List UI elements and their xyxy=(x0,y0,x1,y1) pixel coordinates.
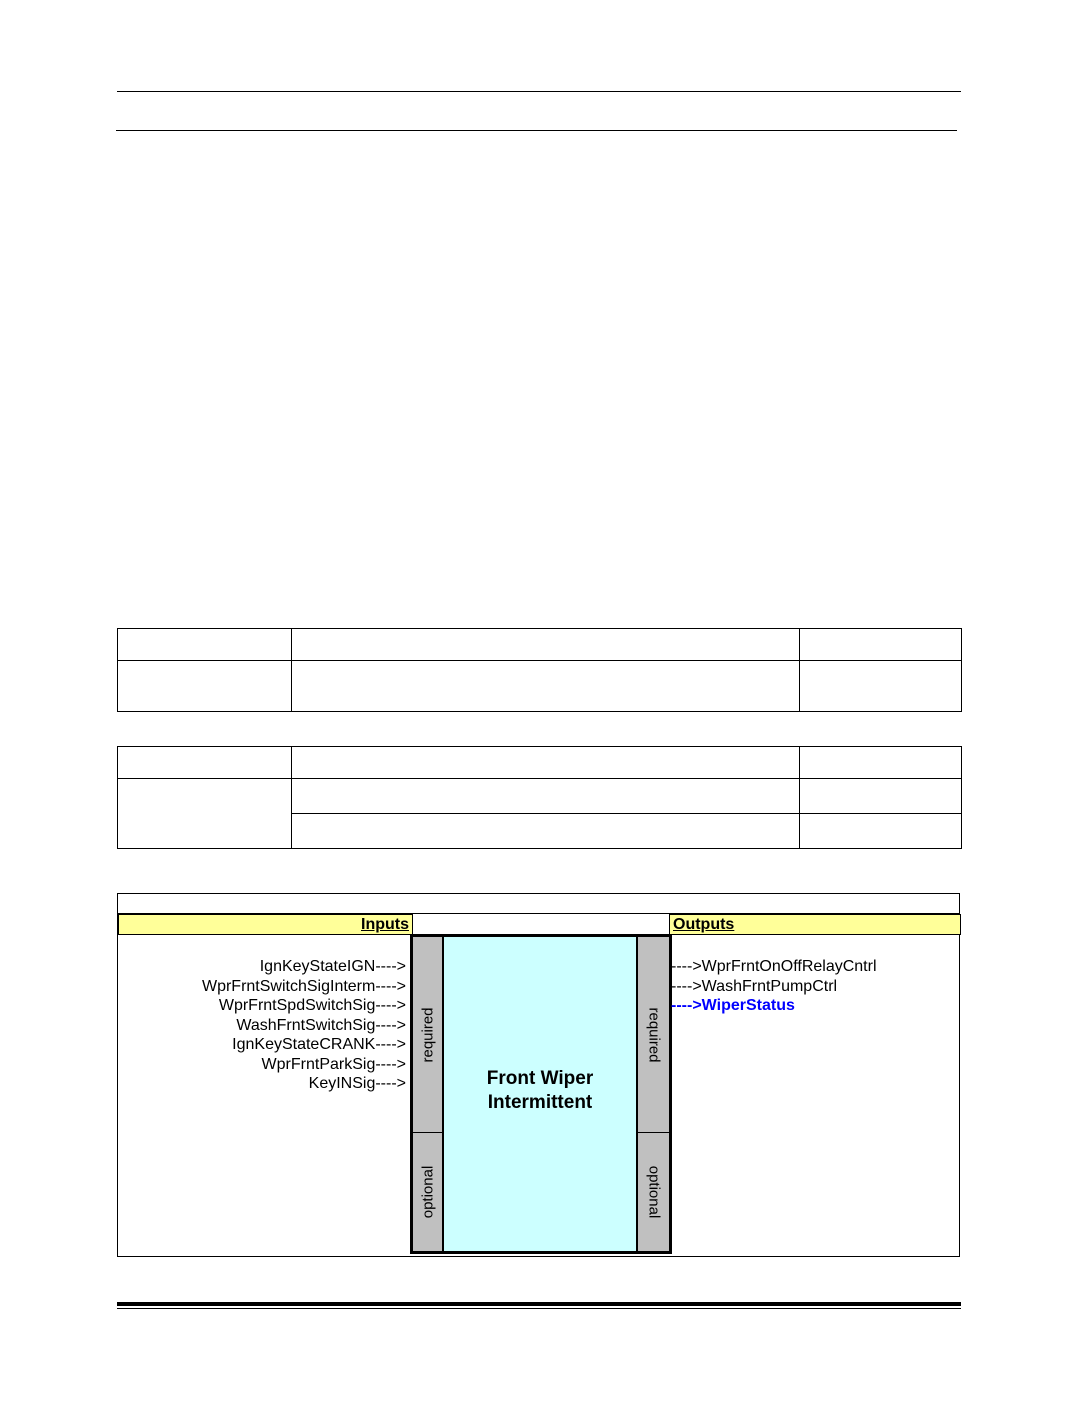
output-signal: ---->WashFrntPumpCtrl xyxy=(671,977,838,995)
table-cell xyxy=(800,661,962,712)
table-cell xyxy=(292,747,800,779)
right-optional-label: optional xyxy=(645,1165,662,1219)
table-cell xyxy=(118,779,292,849)
table-cell xyxy=(292,779,800,814)
input-signal: WprFrntParkSig----> xyxy=(261,1055,406,1073)
header-rule-top xyxy=(117,91,961,92)
input-signal: IgnKeyStateCRANK----> xyxy=(232,1036,406,1053)
block-diagram xyxy=(117,893,960,1257)
table-cell xyxy=(118,661,292,712)
input-signal: WprFrntSpdSwitchSig----> xyxy=(218,997,406,1014)
table-row xyxy=(118,779,962,814)
inputs-list xyxy=(202,957,406,1094)
footer-rule-thick xyxy=(117,1302,961,1306)
right-optional-section xyxy=(636,1133,669,1251)
table-cell xyxy=(800,629,962,661)
outputs-header: Outputs xyxy=(669,914,961,935)
footer-rule-thin xyxy=(117,1308,961,1309)
outputs-list xyxy=(671,957,877,1016)
table-row xyxy=(118,629,962,661)
table-row xyxy=(118,661,962,712)
left-required-section xyxy=(413,937,444,1133)
block-title-line1: Front Wiper xyxy=(486,1068,594,1089)
table-cell xyxy=(292,629,800,661)
inputs-header: Inputs xyxy=(118,914,413,935)
block-title xyxy=(444,1067,636,1115)
table-row xyxy=(118,747,962,779)
table-cell xyxy=(800,779,962,814)
output-signal: ---->WprFrntOnOffRelayCntrl xyxy=(671,958,877,975)
block-title-line2: Intermittent xyxy=(487,1092,593,1113)
input-signal: KeyINSig----> xyxy=(308,1075,406,1092)
right-required-section xyxy=(636,937,669,1133)
table-cell xyxy=(118,747,292,779)
table-cell xyxy=(292,814,800,849)
left-optional-section xyxy=(413,1133,444,1251)
output-signal-highlighted: ---->WiperStatus xyxy=(671,997,795,1014)
table-cell xyxy=(118,629,292,661)
table-cell xyxy=(800,814,962,849)
right-required-label: required xyxy=(645,1006,662,1063)
function-block xyxy=(410,934,672,1254)
input-signal: WprFrntSwitchSigInterm----> xyxy=(201,977,406,995)
input-signal: WashFrntSwitchSig----> xyxy=(236,1016,406,1034)
table-cell xyxy=(292,661,800,712)
header-rule-bottom xyxy=(116,130,957,131)
table-cell xyxy=(800,747,962,779)
input-signal: IgnKeyStateIGN----> xyxy=(259,958,406,975)
left-required-label: required xyxy=(419,1006,436,1063)
table-1 xyxy=(117,628,962,712)
table-2 xyxy=(117,746,962,849)
left-optional-label: optional xyxy=(419,1165,436,1219)
